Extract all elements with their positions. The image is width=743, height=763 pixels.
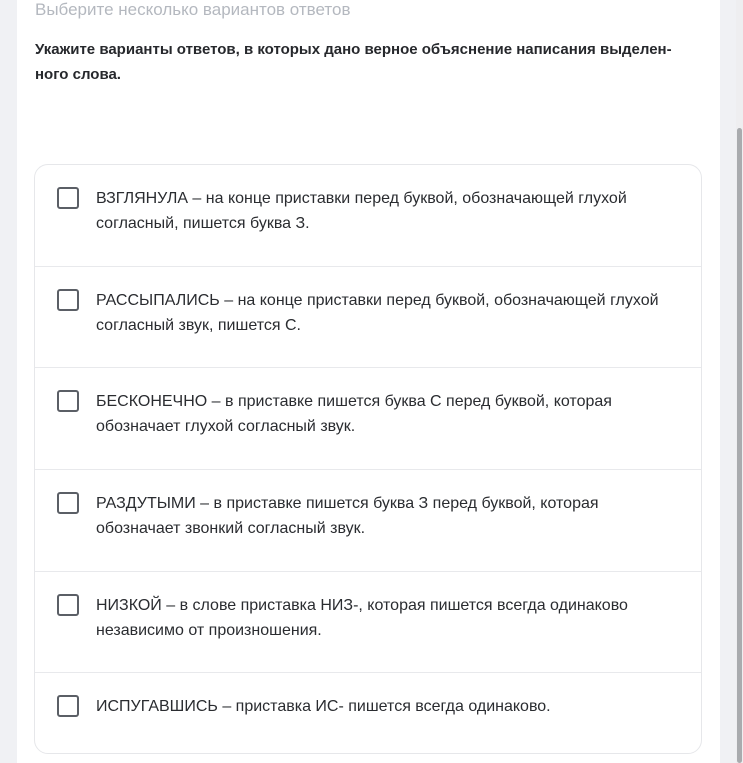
answer-option-2[interactable] [35, 267, 701, 369]
checkbox[interactable] [57, 289, 79, 311]
answer-options-list [34, 164, 702, 754]
scrollbar-thumb[interactable] [737, 128, 742, 763]
checkbox[interactable] [57, 492, 79, 514]
checkbox[interactable] [57, 695, 79, 717]
question-card [17, 0, 720, 763]
option-text-4: РАЗДУТЫМИ – в приставке пишется буква З перед буквой, которая обозначает звонкий согласный звук. [96, 495, 599, 538]
answer-type-hint: Выберите несколько вариантов ответов [35, 0, 351, 19]
checkbox[interactable] [57, 390, 79, 412]
option-text-5: НИЗКОЙ – в слове приставка НИЗ-, которая пишется всегда одинаково независимо от произношения. [96, 596, 628, 639]
checkbox[interactable] [57, 187, 79, 209]
option-text-6: ИСПУГАВШИСЬ – приставка ИС- пишется всегда одинаково. [96, 698, 551, 716]
answer-option-1[interactable] [35, 165, 701, 267]
answer-option-5[interactable] [35, 572, 701, 674]
option-text-3: БЕСКОНЕЧНО – в приставке пишется буква С перед буквой, которая обозначает глухой согласный звук. [96, 393, 612, 436]
option-text-2: РАССЫПАЛИСЬ – на конце приставки перед буквой, обозначающей глухой согласный звук, пишется С. [96, 291, 659, 334]
answer-option-3[interactable] [35, 368, 701, 470]
option-text-1: ВЗГЛЯНУЛА – на конце приставки перед буквой, обозначающей глухой согласный, пишется буква З. [96, 190, 627, 232]
checkbox[interactable] [57, 594, 79, 616]
answer-option-6[interactable] [35, 673, 701, 754]
answer-option-4[interactable] [35, 470, 701, 572]
question-text: Укажите варианты ответов, в которых дано верное объяснение написания выделен- ного слова. [35, 41, 672, 83]
